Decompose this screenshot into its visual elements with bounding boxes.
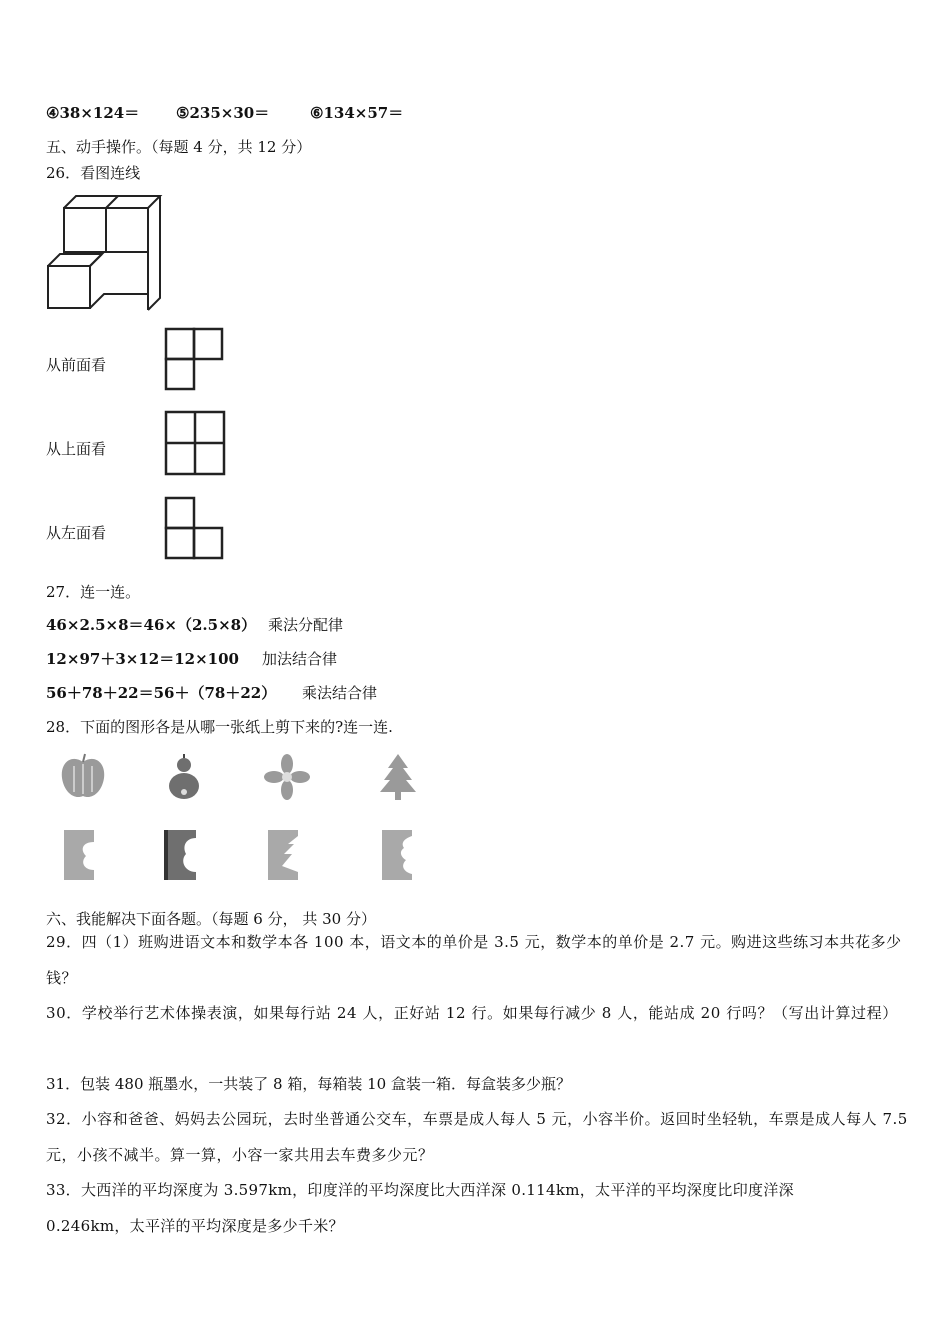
view-label-top: 从上面看 <box>46 440 107 458</box>
q27-equation-2: 12×97＋3×12＝12×100 <box>46 650 239 668</box>
calc-item-4: ④38×124＝ <box>46 104 140 122</box>
paper-piece-4-icon <box>380 828 420 882</box>
question-32: 32．小容和爸爸、妈妈去公园玩，去时坐普通公交车，车票是成人每人 5 元，小容半价。返回时坐轻轨，车票是成人每人 7.5 元，小孩不减半。算一算，小容一家共用去车费多少元？ <box>46 1110 908 1164</box>
gourd-shape-icon <box>164 752 204 802</box>
q28-title: 28．下面的图形各是从哪一张纸上剪下来的?连一连. <box>46 718 393 736</box>
front-view-figure <box>164 327 226 393</box>
question-29: 29．四（1）班购进语文本和数学本各 100 本，语文本的单价是 3.5 元，数学本的单价是 2.7 元。购进这些练习本共花多少钱？ <box>46 933 902 987</box>
q27-equation-3: 56＋78＋22＝56＋（78＋22） <box>46 684 277 702</box>
calc-item-5: ⑤235×30＝ <box>176 104 270 122</box>
top-view-figure <box>164 410 228 478</box>
left-view-figure <box>164 496 226 562</box>
q27-title: 27．连一连。 <box>46 583 141 601</box>
q27-law-1: 乘法分配律 <box>268 616 344 634</box>
calc-item-6: ⑥134×57＝ <box>310 104 404 122</box>
cube-solid-figure <box>46 194 156 309</box>
question-30: 30．学校举行艺术体操表演，如果每行站 24 人，正好站 12 行。如果每行减少 8 人，能站成 20 行吗？（写出计算过程） <box>46 1004 898 1022</box>
tree-shape-icon <box>376 752 420 802</box>
view-label-left: 从左面看 <box>46 524 107 542</box>
view-label-front: 从前面看 <box>46 356 107 374</box>
q27-equation-1: 46×2.5×8＝46×（2.5×8） <box>46 616 257 634</box>
flower-shape-icon <box>262 752 312 802</box>
question-33: 33．大西洋的平均深度为 3.597km，印度洋的平均深度比大西洋深 0.114km，太平洋的平均深度比印度洋深 0.246km，太平洋的平均深度是多少千米？ <box>46 1181 794 1235</box>
question-31: 31．包装 480 瓶墨水，一共装了 8 箱，每箱装 10 盒装一箱．每盒装多少瓶？ <box>46 1075 571 1093</box>
apple-shape-icon <box>58 752 108 802</box>
paper-piece-2-icon <box>162 828 202 882</box>
section6-heading: 六、我能解决下面各题。（每题 6 分， 共 30 分） <box>46 910 376 928</box>
q27-law-3: 乘法结合律 <box>302 684 378 702</box>
paper-piece-1-icon <box>62 828 102 882</box>
paper-piece-3-icon <box>266 828 306 882</box>
q27-law-2: 加法结合律 <box>262 650 338 668</box>
section5-heading: 五、动手操作。（每题 4 分，共 12 分） <box>46 138 312 156</box>
q26-title: 26．看图连线 <box>46 164 141 182</box>
